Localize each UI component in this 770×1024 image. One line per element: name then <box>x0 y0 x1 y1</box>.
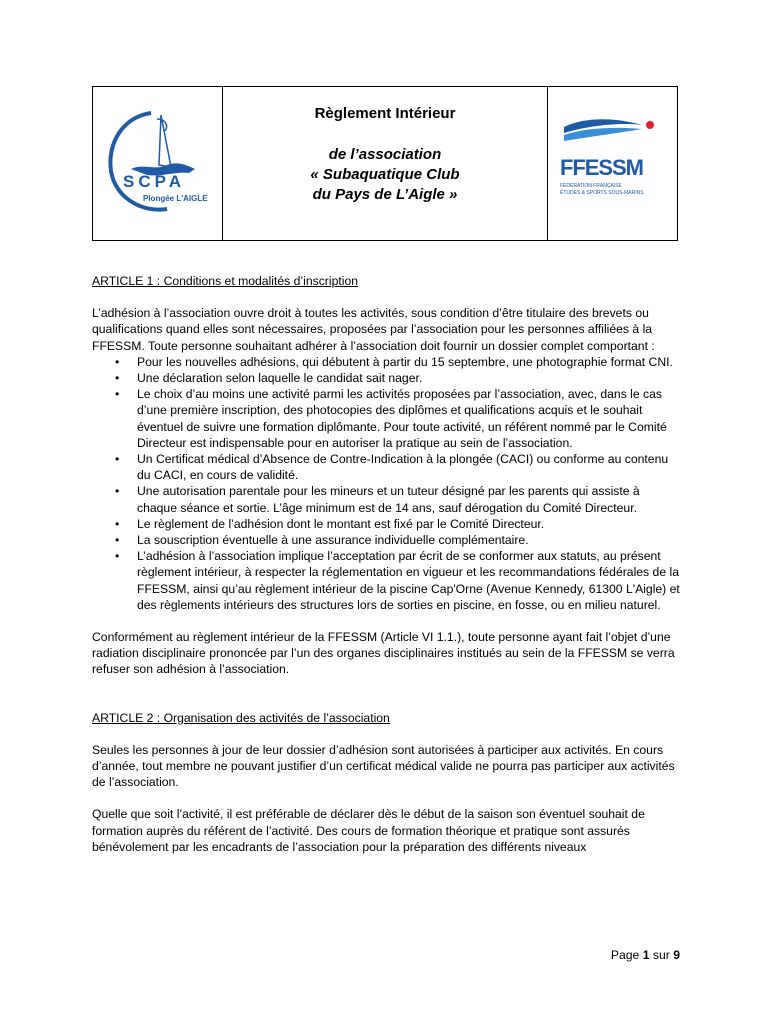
article-1-intro: L’adhésion à l’association ouvre droit à toutes les activités, sous condition d’être titulaire des brevets ou qualifications quand elles sont nécessaires, proposées par l’association pour les personnes affiliées à la FFESSM. Toute personne souhaitant adhérer à l’association doit fournir un dossier complet comportant : <box>92 306 655 353</box>
ffessm-logo-icon <box>558 115 668 215</box>
subtitle-line-1: de l’association <box>328 146 442 163</box>
article-2-para-1: Seules les personnes à jour de leur dossier d’adhésion sont autorisées à participer aux activités. En cours d’année, tout membre ne pouvant justifier d’un certificat médical valide ne pourra pas participer aux activités de l’association. <box>92 742 675 790</box>
page-number: 1 <box>642 948 650 962</box>
subtitle-line-2: « Subaquatique Club <box>310 166 460 183</box>
list-item: • Une déclaration selon laquelle le candidat sait nager. <box>137 370 682 386</box>
subtitle-line-3: du Pays de L’Aigle » <box>312 186 458 203</box>
list-item: • Pour les nouvelles adhésions, qui débutent à partir du 15 septembre, une photographie format CNI. <box>137 354 682 370</box>
list-item: • Une autorisation parentale pour les mineurs et un tuteur désigné par les parents qui assiste à chaque séance et sortie. L’âge minimum est de 14 ans, sauf dérogation du Comité Directeur. <box>137 483 682 515</box>
header-table <box>92 86 678 241</box>
scpa-logo-subtext: Plongée L'AIGLE <box>143 194 208 203</box>
header-left-cell <box>93 87 223 240</box>
header-title-cell <box>223 87 548 240</box>
list-item: • Le règlement de l’adhésion dont le montant est fixé par le Comité Directeur. <box>137 516 682 532</box>
article-1-closing: Conformément au règlement intérieur de la FFESSM (Article VI 1.1.), toute personne ayant fait l’objet d’une radiation disciplinaire prononcée par l’un des organes disciplinaires institués au sein de la FFESSM se verra refuser son adhésion à l’association. <box>92 630 675 677</box>
article-1-heading: ARTICLE 1 : Conditions et modalités d’inscription <box>92 274 358 288</box>
document-body <box>92 273 682 855</box>
page-word: Page <box>610 948 640 962</box>
list-item: • Un Certificat médical d’Absence de Contre-Indication à la plongée (CACI) ou conforme au contenu du CACI, en cours de validité. <box>137 451 682 483</box>
header-right-cell <box>548 87 677 240</box>
scpa-logo-icon <box>103 105 215 225</box>
ffessm-logo-subtext-1: FÉDÉRATION FRANÇAISE <box>560 183 622 189</box>
article-2-heading: ARTICLE 2 : Organisation des activités de l’association <box>92 710 390 725</box>
list-item: • Le choix d’au moins une activité parmi les activités proposées par l’association, avec, dans le cas d’une première inscription, des photocopies des diplômes et qualifications acquis et le souhait éventuel de suivre une formation diplômante. Pour toute activité, un référent nommé par le Comité Directeur est indispensable pour en autoriser la pratique au sein de l’association. <box>137 386 682 451</box>
page-total: 9 <box>673 948 680 962</box>
article-2-para-2: Quelle que soit l’activité, il est préférable de déclarer dès le début de la saison son éventuel souhait de formation auprès du référent de l’activité. Des cours de formation théorique et pratique sont assurés bénévolement par les encadrants de l’association pour la préparation des différents niveaux <box>92 807 645 854</box>
scpa-logo-text: SCPA <box>123 172 185 191</box>
document-subtitle <box>223 145 547 205</box>
list-item: • La souscription éventuelle à une assurance individuelle complémentaire. <box>137 532 682 548</box>
list-item: • L’adhésion à l’association implique l’acceptation par écrit de se conformer aux statuts, au présent règlement intérieur, à respecter la réglementation en vigueur et les recommandations fédérales de la FFESSM, ainsi qu’au règlement intérieur de la piscine Cap'Orne (Avenue Kennedy, 61300 L'Aigle) et des règlements intérieurs des structures lors de sorties en piscine, en fosse, ou en milieu naturel. <box>137 548 682 613</box>
ffessm-logo-subtext-2: ÉTUDES & SPORTS SOUS-MARINS <box>560 190 644 196</box>
page-sep: sur <box>652 948 670 962</box>
article-1-list <box>92 354 682 613</box>
ffessm-logo-text: FFESSM <box>560 155 644 180</box>
page-footer <box>611 948 680 962</box>
document-title: Règlement Intérieur <box>314 105 456 122</box>
